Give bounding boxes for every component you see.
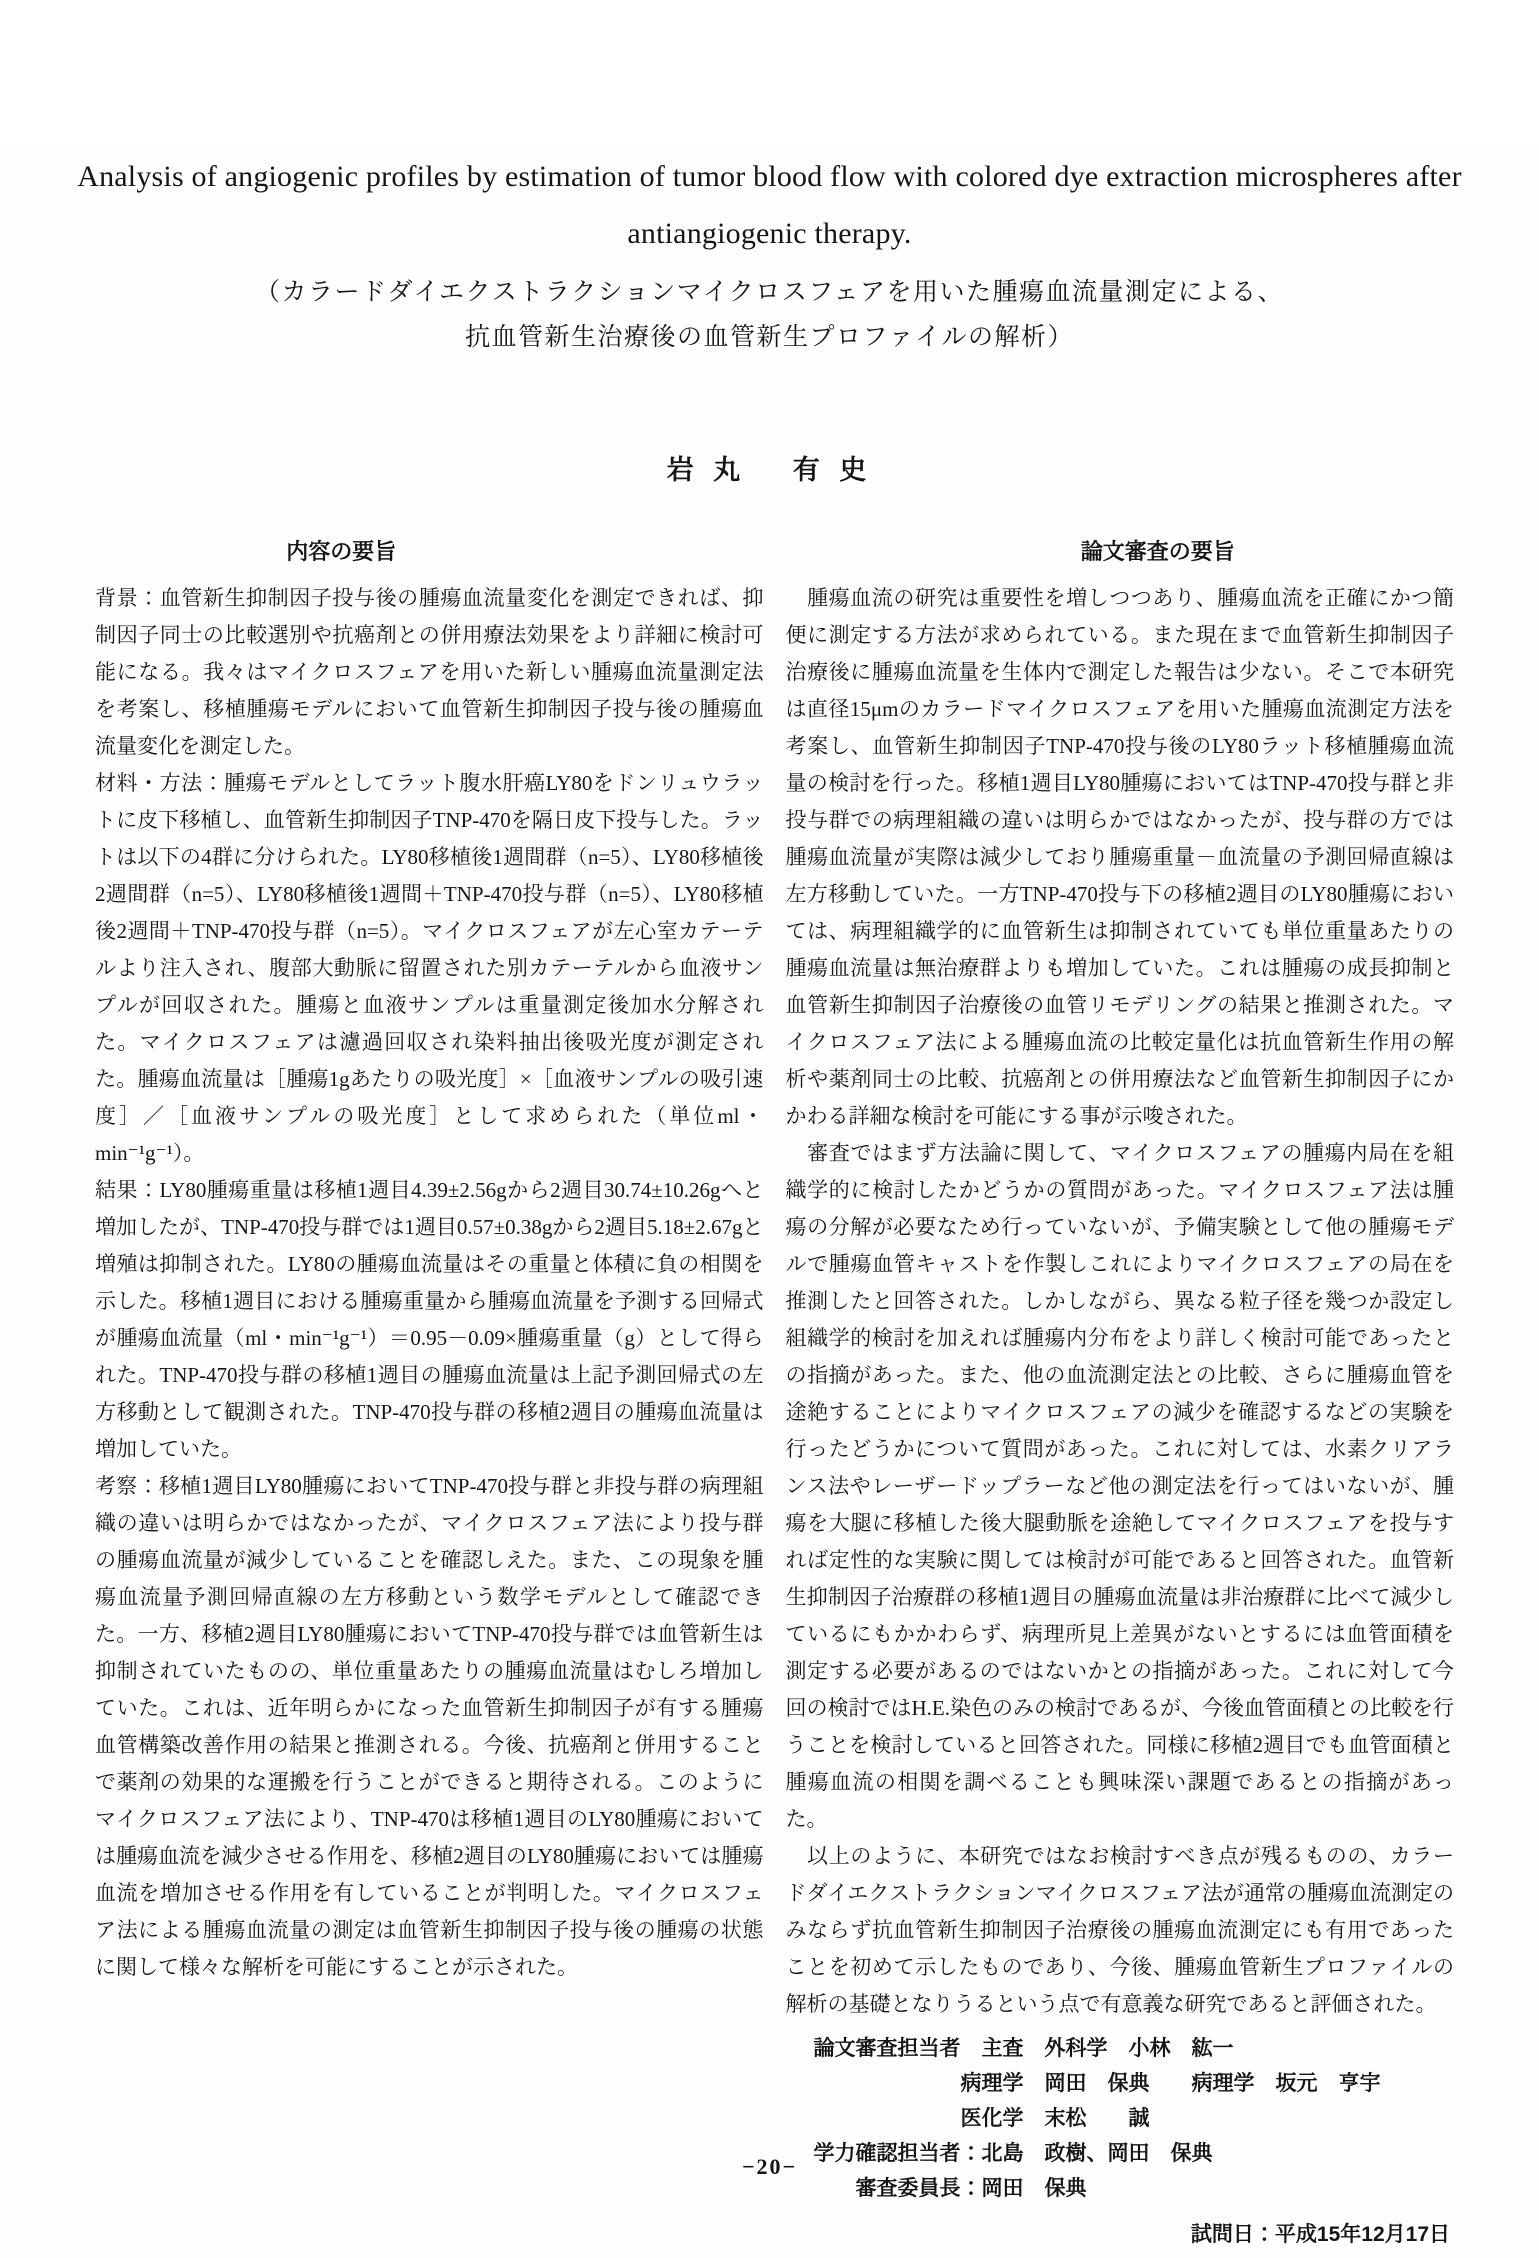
- review-paragraph-questions: 審査ではまず方法論に関して、マイクロスフェアの腫瘍内局在を組織学的に検討したかどうかの質問があった。マイクロスフェア法は腫瘍の分解が必要なため行っていないが、予備実験として他の腫瘍モデルで腫瘍血管キャストを作製しこれによりマイクロスフェアの局在を推測したと回答された。しかしながら、異なる粒子径を幾つか設定し組織学的検討を加えれば腫瘍内分布をより詳しく検討可能であったとの指摘があった。また、他の血流測定法との比較、さらに腫瘍血管を途絶することによりマイクロスフェアの減少を確認するなどの実験を行ったどうかについて質問があった。これに対しては、水素クリアランス法やレーザードップラーなど他の測定法を行ってはいないが、腫瘍を大腿に移植した後大腿動脈を途絶してマイクロスフェアを投与すれば定性的な実験に関しては検討が可能であると回答された。血管新生抑制因子治療群の移植1週目の腫瘍血流量は非治療群に比べて減少しているにもかかわらず、病理所見上差異がないとするには血管面積を測定する必要があるのではないかとの指摘があった。これに対して今回の検討ではH.E.染色のみの検討であるが、今後血管面積との比較を行うことを検討していると回答された。同様に移植2週目でも血管面積と腫瘍血流の相関を調べることも興味深い課題であるとの指摘があった。: [785, 1141, 1454, 1831]
- content-summary-header-cell: [95, 535, 764, 566]
- committee-line-biochemistry: 医化学 末松 誠: [813, 2107, 1150, 2130]
- exam-date: 試問日：平成15年12月17日: [1190, 2223, 1450, 2246]
- section-headers-row: [0, 535, 1539, 566]
- content-paragraph-background: 背景：血管新生抑制因子投与後の腫瘍血流量変化を測定できれば、抑制因子同士の比較選別や抗癌剤との併用療法効果をより詳細に検討可能になる。我々はマイクロスフェアを用いた新しい腫瘍血流量測定法を考案し、移植腫瘍モデルにおいて血管新生抑制因子投与後の腫瘍血流量変化を測定した。: [95, 586, 764, 758]
- content-paragraph-results: 結果：LY80腫瘍重量は移植1週目4.39±2.56gから2週目30.74±10.26gへと増加したが、TNP-470投与群では1週目0.57±0.38gから2週目5.18±2.67gと増殖は抑制された。LY80の腫瘍血流量はその重量と体積に負の相関を示した。移植1週目における腫瘍重量から腫瘍血流量を予測する回帰式が腫瘍血流量（ml・min⁻¹g⁻¹）＝0.95－0.09×腫瘍重量（g）として得られた。TNP-470投与群の移植1週目の腫瘍血流量は上記予測回帰式の左方移動として観測された。TNP-470投与群の移植2週目の腫瘍血流量は増加していた。: [95, 1178, 764, 1461]
- two-column-body: [0, 580, 1539, 2253]
- scanned-thesis-abstract-page: [0, 148, 1539, 2258]
- committee-line-chair: 審査委員長：岡田 保典: [813, 2177, 1087, 2200]
- committee-line-examiners: 論文審査担当者 主査 外科学 小林 紘一: [813, 2037, 1234, 2060]
- paper-title-japanese-line2: 抗血管新生治療後の血管新生プロファイルの解析）: [464, 324, 1074, 351]
- committee-line-competency: 学力確認担当者：北島 政樹、岡田 保典: [813, 2142, 1213, 2165]
- review-summary-header-cell: [786, 535, 1455, 566]
- paper-title-japanese-line1: （カラードダイエクストラクションマイクロスフェアを用いた腫瘍血流量測定による、: [254, 279, 1284, 306]
- paper-title-japanese: [60, 270, 1479, 360]
- content-summary-heading: 内容の要旨: [286, 539, 397, 564]
- review-paragraph-summary: 腫瘍血流の研究は重要性を増しつつあり、腫瘍血流を正確にかつ簡便に測定する方法が求められている。また現在まで血管新生抑制因子治療後に腫瘍血流量を生体内で測定した報告は少ない。そこで本研究は直径15μmのカラードマイクロスフェアを用いた腫瘍血流測定方法を考案し、血管新生抑制因子TNP-470投与後のLY80ラット移植腫瘍血流量の検討を行った。移植1週目LY80腫瘍においてはTNP-470投与群と非投与群での病理組織の違いは明らかではなかったが、投与群の方では腫瘍血流量が実際は減少しており腫瘍重量－血流量の予測回帰直線は左方移動していた。一方TNP-470投与下の移植2週目のLY80腫瘍においては、病理組織学的に血管新生は抑制されていても単位重量あたりの腫瘍血流量は無治療群よりも増加していた。これは腫瘍の成長抑制と血管新生抑制因子治療後の血管リモデリングの結果と推測された。マイクロスフェア法による腫瘍血流の比較定量化は抗血管新生作用の解析や薬剤同士の比較、抗癌剤との併用療法など血管新生抑制因子にかかわる詳細な検討を可能にする事が示唆された。: [785, 586, 1454, 1128]
- review-summary-column: [786, 580, 1455, 2253]
- content-paragraph-discussion: 考察：移植1週目LY80腫瘍においてTNP-470投与群と非投与群の病理組織の違いは明らかではなかったが、マイクロスフェア法により投与群の腫瘍血流量が減少していることを確認しえた。また、この現象を腫瘍血流量予測回帰直線の左方移動という数学モデルとして確認できた。一方、移植2週目LY80腫瘍においてTNP-470投与群では血管新生は抑制されていたものの、単位重量あたりの腫瘍血流量はむしろ増加していた。これは、近年明らかになった血管新生抑制因子が有する腫瘍血管構築改善作用の結果と推測される。今後、抗癌剤と併用することで薬剤の効果的な運搬を行うことができると期待される。このようにマイクロスフェア法により、TNP-470は移植1週目のLY80腫瘍においては腫瘍血流を減少させる作用を、移植2週目のLY80腫瘍においては腫瘍血流を増加させる作用を有していることが判明した。マイクロスフェア法による腫瘍血流量の測定は血管新生抑制因子投与後の腫瘍の状態に関して様々な解析を可能にすることが示された。: [95, 1474, 764, 1979]
- review-summary-heading: 論文審査の要旨: [1080, 539, 1235, 564]
- page-number: −20−: [741, 2154, 798, 2179]
- committee-line-pathology: 病理学 岡田 保典 病理学 坂元 亨宇: [813, 2072, 1381, 2095]
- content-summary-column: [95, 580, 764, 2253]
- review-paragraph-conclusion: 以上のように、本研究ではなお検討すべき点が残るものの、カラードダイエクストラクションマイクロスフェア法が通常の腫瘍血流測定のみならず抗血管新生抑制因子治療後の腫瘍血流測定にも有用であったことを初めて示したものであり、今後、腫瘍血管新生プロファイルの解析の基礎となりうるという点で有意義な研究であると評価された。: [785, 1844, 1454, 2016]
- author-name: 岩 丸 有 史: [666, 455, 873, 485]
- content-paragraph-methods: 材料・方法：腫瘍モデルとしてラット腹水肝癌LY80をドンリュウラットに皮下移植し、血管新生抑制因子TNP-470を隔日皮下投与した。ラットは以下の4群に分けられた。LY80移植後1週間群（n=5）、LY80移植後2週間群（n=5）、LY80移植後1週間＋TNP-470投与群（n=5）、LY80移植後2週間＋TNP-470投与群（n=5）。マイクロスフェアが左心室カテーテルより注入され、腹部大動脈に留置された別カテーテルから血液サンプルが回収された。腫瘍と血液サンプルは重量測定後加水分解された。マイクロスフェアは濾過回収され染料抽出後吸光度が測定された。腫瘍血流量は［腫瘍1gあたりの吸光度］×［血液サンプルの吸引速度］／［血液サンプルの吸光度］として求められた（単位ml・min⁻¹g⁻¹）。: [95, 771, 764, 1165]
- paper-title-english: Analysis of angiogenic profiles by estimation of tumor blood flow with colored dye extraction microspheres after antiangiogenic therapy.: [77, 160, 1462, 250]
